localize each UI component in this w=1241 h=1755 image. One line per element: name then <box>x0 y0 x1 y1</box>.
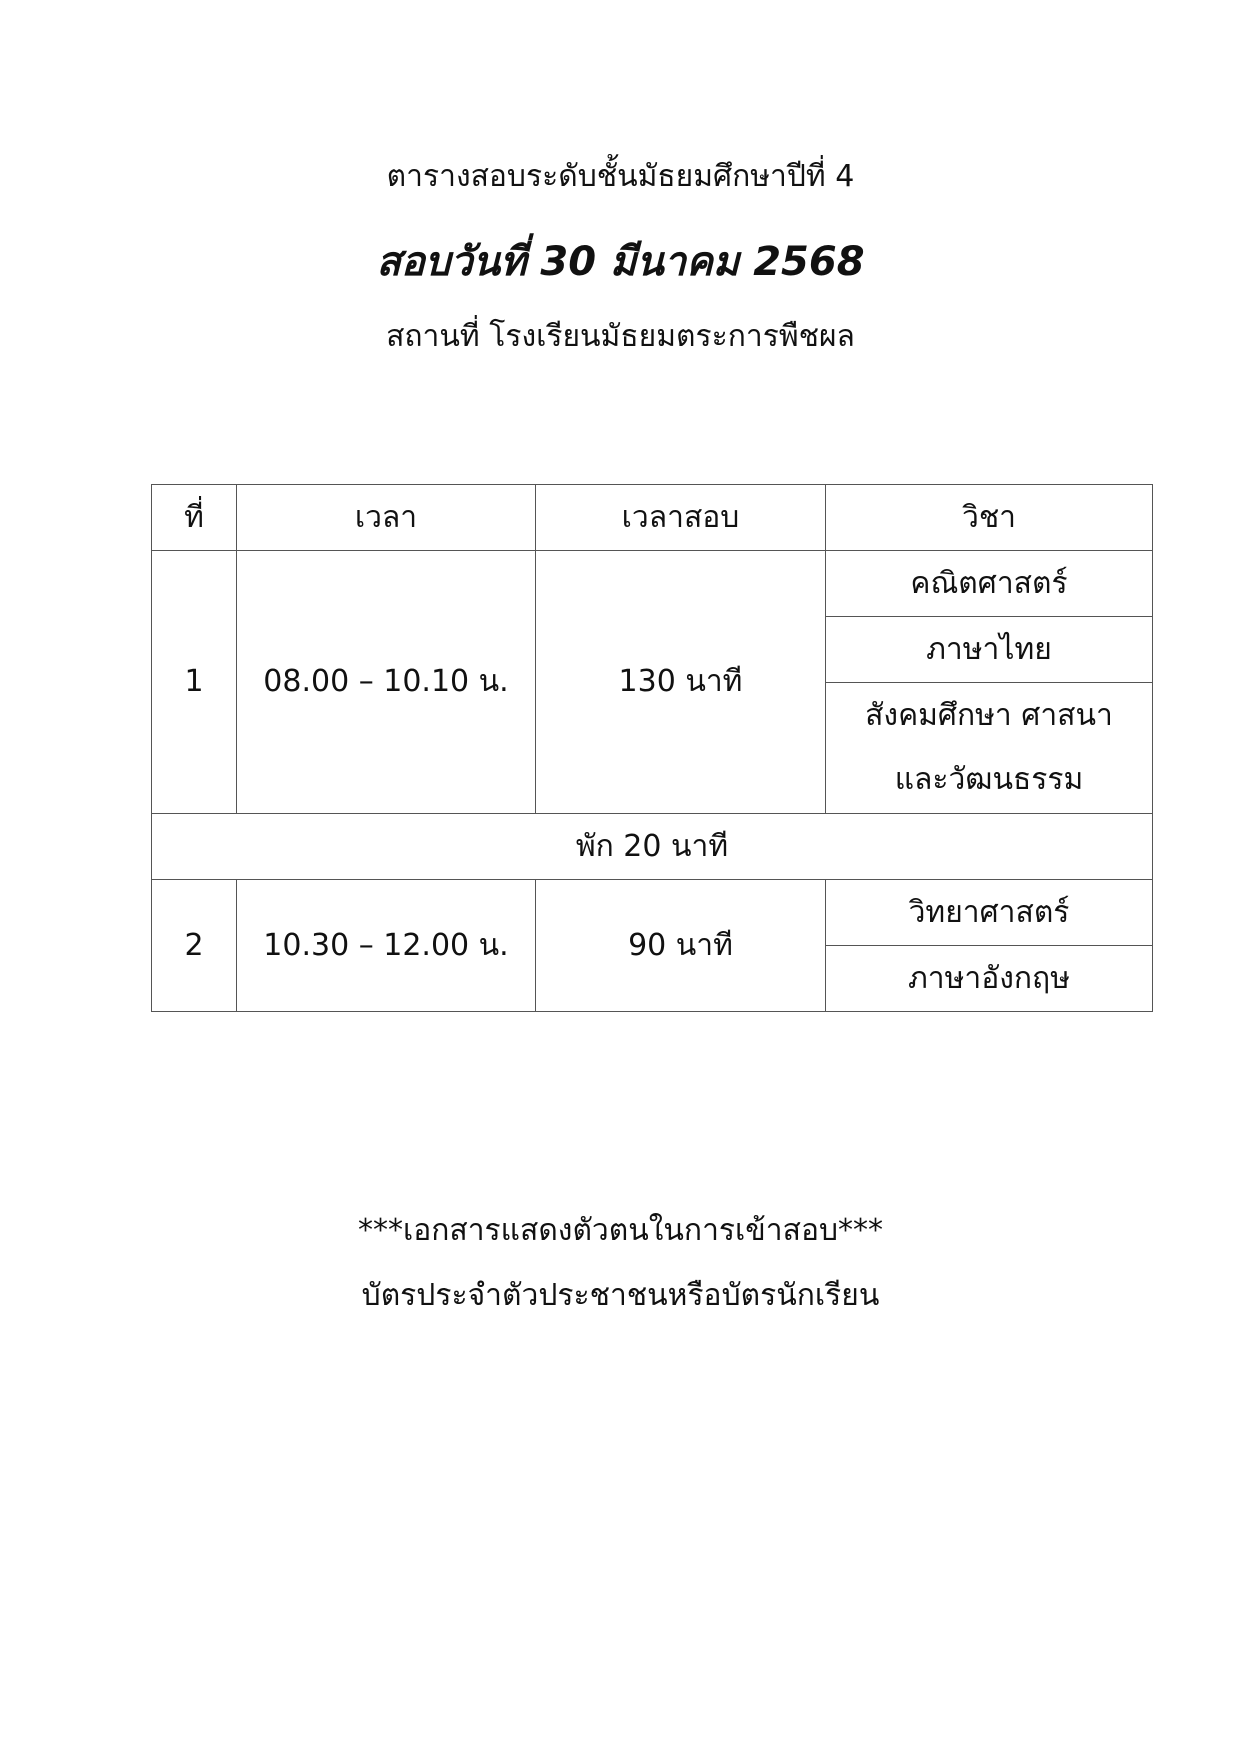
session-time: 10.30 – 12.00 น. <box>237 880 536 1012</box>
subject-cell: วิทยาศาสตร์ <box>826 880 1153 946</box>
subject-cell: ภาษาอังกฤษ <box>826 946 1153 1012</box>
session-duration: 130 นาที <box>536 551 826 814</box>
session-no: 2 <box>152 880 237 1012</box>
table-row <box>152 880 1153 946</box>
column-header-duration: เวลาสอบ <box>536 485 826 551</box>
subject-cell: ภาษาไทย <box>826 617 1153 683</box>
subject-line: และวัฒนธรรม <box>894 762 1084 797</box>
subject-line: สังคมศึกษา ศาสนา <box>865 698 1113 733</box>
break-cell: พัก 20 นาที <box>152 814 1153 880</box>
column-header-time: เวลา <box>237 485 536 551</box>
exam-venue: สถานที่ โรงเรียนมัธยมตระการพืชผล <box>386 319 855 354</box>
session-duration: 90 นาที <box>536 880 826 1012</box>
exam-date: สอบวันที่ 30 มีนาคม 2568 <box>376 239 865 285</box>
session-time: 08.00 – 10.10 น. <box>237 551 536 814</box>
table-header-row <box>152 485 1153 551</box>
session-no: 1 <box>152 551 237 814</box>
table-row <box>152 551 1153 617</box>
column-header-no: ที่ <box>152 485 237 551</box>
subject-cell: คณิตศาสตร์ <box>826 551 1153 617</box>
break-row <box>152 814 1153 880</box>
schedule-title: ตารางสอบระดับชั้นมัธยมศึกษาปีที่ 4 <box>386 159 855 194</box>
id-documents-list: บัตรประจำตัวประชาชนหรือบัตรนักเรียน <box>361 1278 880 1313</box>
id-documents-heading: ***เอกสารแสดงตัวตนในการเข้าสอบ*** <box>357 1213 884 1248</box>
column-header-subject: วิชา <box>826 485 1153 551</box>
exam-schedule-table <box>151 484 1153 1012</box>
subject-cell <box>826 683 1153 814</box>
